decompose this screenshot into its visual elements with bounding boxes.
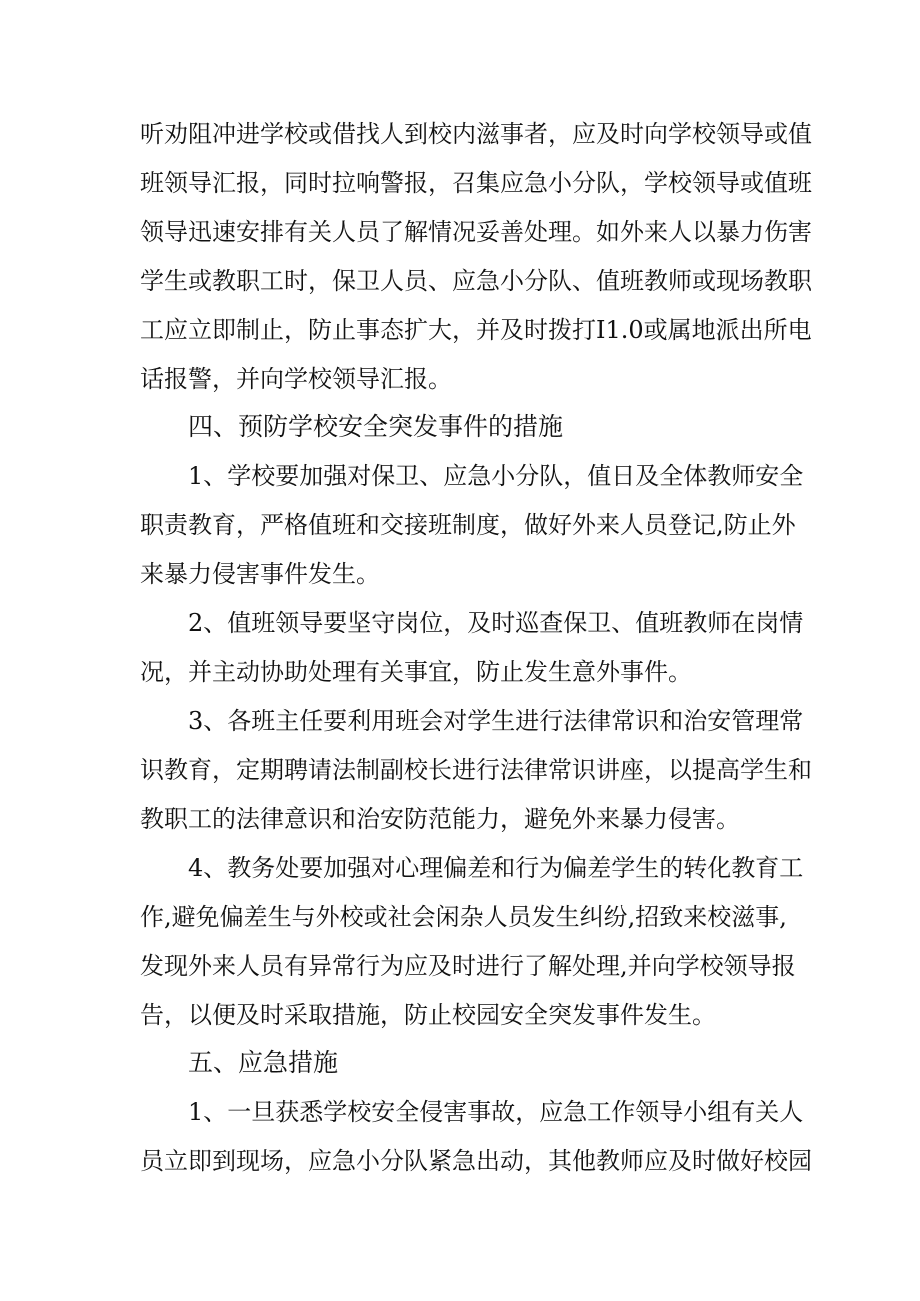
section-heading: 五、应急措施 [188,1048,339,1077]
paragraph-line: 发现外来人员有异常行为应及时进行了解处理,并向学校领导报 [140,952,796,980]
paragraph-line: 3、各班主任要利用班会对学生进行法律常识和治安管理常 [188,707,804,735]
paragraph-line: 职责教育，严格值班和交接班制度，做好外来人员登记,防止外 [140,511,796,539]
paragraph-line: 告，以便及时采取措施，防止校园安全突发事件发生。 [140,1001,716,1029]
paragraph-line: 话报警，并向学校领导汇报。 [140,365,452,393]
paragraph-line: 作,避免偏差生与外校或社会闲杂人员发生纠纷,招致来校滋事, [140,903,787,931]
paragraph-line: 班领导汇报，同时拉响警报，召集应急小分队，学校领导或值班 [140,169,812,197]
paragraph-line: 1、学校要加强对保卫、应急小分队，值日及全体教师安全 [188,462,804,490]
paragraph-line: 1、一旦获悉学校安全侵害事故，应急工作领导小组有关人 [188,1098,804,1126]
paragraph-line: 听劝阻冲进学校或借找人到校内滋事者，应及时向学校领导或值 [140,120,812,148]
paragraph-line: 况，并主动协助处理有关事宜，防止发生意外事件。 [140,658,692,686]
paragraph-line: 员立即到现场，应急小分队紧急出动，其他教师应及时做好校园 [140,1147,812,1175]
paragraph-line: 学生或教职工时，保卫人员、应急小分队、值班教师或现场教职 [140,267,812,295]
paragraph-line: 来暴力侵害事件发生。 [140,560,380,588]
paragraph-line: 识教育，定期聘请法制副校长进行法律常识讲座，以提高学生和 [140,756,812,784]
section-heading: 四、预防学校安全突发事件的措施 [188,412,564,441]
paragraph-line: 教职工的法律意识和治安防范能力，避免外来暴力侵害。 [140,805,740,833]
paragraph-line: 2、值班领导要坚守岗位，及时巡查保卫、值班教师在岗情 [188,609,804,637]
paragraph-line: 4、教务处要加强对心理偏差和行为偏差学生的转化教育工 [188,854,804,882]
paragraph-line: 领导迅速安排有关人员了解情况妥善处理。如外来人以暴力伤害 [140,218,812,246]
paragraph-line: 工应立即制止，防止事态扩大，并及时拨打I1.0或属地派出所电 [140,316,812,344]
